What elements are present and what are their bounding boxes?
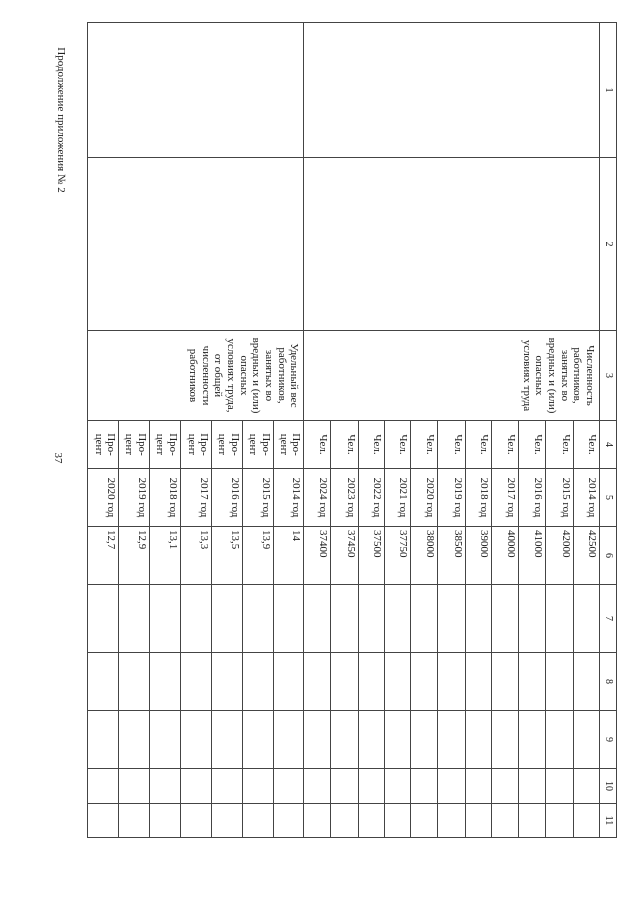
year-cell: 2017 год: [491, 469, 518, 527]
appendix-continuation-title: Продолжение приложения № 2: [55, 47, 67, 193]
col-number: 9: [599, 711, 616, 769]
col11-cell: [384, 804, 410, 838]
col7-cell: [519, 585, 546, 653]
year-cell: 2015 год: [242, 469, 273, 527]
col-number: 2: [599, 158, 616, 331]
col-number: 3: [599, 331, 616, 421]
table-row: [573, 23, 599, 838]
col7-cell: [573, 585, 599, 653]
col9-cell: [304, 711, 331, 769]
col10-cell: [181, 769, 212, 804]
unit-cell: Чел.: [411, 421, 438, 469]
table-row: [273, 23, 303, 838]
col9-cell: [331, 711, 358, 769]
col9-cell: [273, 711, 303, 769]
col1-cell: [88, 23, 304, 158]
col10-cell: [546, 769, 573, 804]
col7-cell: [149, 585, 180, 653]
col10-cell: [358, 769, 384, 804]
year-cell: 2023 год: [331, 469, 358, 527]
col9-cell: [491, 711, 518, 769]
table-body: [88, 23, 617, 838]
col9-cell: [465, 711, 491, 769]
col11-cell: [149, 804, 180, 838]
page-number: 37: [52, 452, 64, 464]
unit-cell: Про-цент: [88, 421, 119, 469]
unit-cell: Про-цент: [119, 421, 149, 469]
col8-cell: [273, 653, 303, 711]
col10-cell: [304, 769, 331, 804]
year-cell: 2014 год: [273, 469, 303, 527]
col10-cell: [573, 769, 599, 804]
share-block-indicator-text: Удельный вес работников, занятых во вредных и (или) опасных условиях труда, от общей численности работников: [187, 337, 301, 414]
col7-cell: [181, 585, 212, 653]
unit-cell: Чел.: [358, 421, 384, 469]
numbers-block-indicator-text: Численность работников, занятых во вредных и (или) опасных условиях труда: [520, 337, 596, 414]
col7-cell: [411, 585, 438, 653]
col9-cell: [411, 711, 438, 769]
col-number: 1: [599, 23, 616, 158]
unit-cell: Чел.: [465, 421, 491, 469]
col8-cell: [331, 653, 358, 711]
year-cell: 2022 год: [358, 469, 384, 527]
col7-cell: [242, 585, 273, 653]
col10-cell: [212, 769, 242, 804]
year-cell: 2024 год: [304, 469, 331, 527]
value-cell: 38500: [438, 527, 465, 585]
col9-cell: [149, 711, 180, 769]
value-cell: 38000: [411, 527, 438, 585]
col10-cell: [242, 769, 273, 804]
col7-cell: [331, 585, 358, 653]
col11-cell: [519, 804, 546, 838]
col8-cell: [242, 653, 273, 711]
col-number: 11: [599, 804, 616, 838]
col9-cell: [438, 711, 465, 769]
col11-cell: [242, 804, 273, 838]
unit-cell: Чел.: [573, 421, 599, 469]
col8-cell: [119, 653, 149, 711]
col11-cell: [465, 804, 491, 838]
data-table: [87, 22, 617, 838]
col9-cell: [212, 711, 242, 769]
year-cell: 2016 год: [212, 469, 242, 527]
col7-cell: [384, 585, 410, 653]
col11-cell: [212, 804, 242, 838]
year-cell: 2019 год: [119, 469, 149, 527]
col10-cell: [438, 769, 465, 804]
col11-cell: [331, 804, 358, 838]
col10-cell: [331, 769, 358, 804]
value-cell: 13,3: [181, 527, 212, 585]
unit-cell: Чел.: [384, 421, 410, 469]
col2-cell: [304, 158, 600, 331]
col7-cell: [273, 585, 303, 653]
col10-cell: [491, 769, 518, 804]
col8-cell: [465, 653, 491, 711]
unit-cell: Про-цент: [212, 421, 242, 469]
col11-cell: [546, 804, 573, 838]
col8-cell: [212, 653, 242, 711]
year-cell: 2017 год: [181, 469, 212, 527]
col10-cell: [88, 769, 119, 804]
value-cell: 37500: [358, 527, 384, 585]
col8-cell: [358, 653, 384, 711]
col2-cell: [88, 158, 304, 331]
col8-cell: [88, 653, 119, 711]
unit-cell: Чел.: [519, 421, 546, 469]
col7-cell: [546, 585, 573, 653]
indicator-name: [304, 331, 600, 421]
value-cell: 39000: [465, 527, 491, 585]
col10-cell: [411, 769, 438, 804]
col7-cell: [438, 585, 465, 653]
col11-cell: [358, 804, 384, 838]
year-cell: 2016 год: [519, 469, 546, 527]
col8-cell: [149, 653, 180, 711]
col7-cell: [119, 585, 149, 653]
unit-cell: Про-цент: [149, 421, 180, 469]
col8-cell: [546, 653, 573, 711]
value-cell: 41000: [519, 527, 546, 585]
indicator-name: [88, 331, 304, 421]
col9-cell: [546, 711, 573, 769]
value-cell: 12,9: [119, 527, 149, 585]
col9-cell: [573, 711, 599, 769]
col10-cell: [273, 769, 303, 804]
col10-cell: [119, 769, 149, 804]
col-number: 10: [599, 769, 616, 804]
value-cell: 40000: [491, 527, 518, 585]
col8-cell: [491, 653, 518, 711]
value-cell: 42500: [573, 527, 599, 585]
col8-cell: [519, 653, 546, 711]
value-cell: 13,1: [149, 527, 180, 585]
col9-cell: [242, 711, 273, 769]
value-cell: 42000: [546, 527, 573, 585]
col-number: 4: [599, 421, 616, 469]
col9-cell: [119, 711, 149, 769]
col-number: 6: [599, 527, 616, 585]
col9-cell: [519, 711, 546, 769]
rotated-table-area: [87, 22, 617, 837]
year-cell: 2015 год: [546, 469, 573, 527]
col8-cell: [181, 653, 212, 711]
col11-cell: [411, 804, 438, 838]
col11-cell: [88, 804, 119, 838]
col10-cell: [384, 769, 410, 804]
col-number: 8: [599, 653, 616, 711]
year-cell: 2020 год: [88, 469, 119, 527]
col7-cell: [304, 585, 331, 653]
col11-cell: [119, 804, 149, 838]
col7-cell: [212, 585, 242, 653]
col9-cell: [358, 711, 384, 769]
col-number: 5: [599, 469, 616, 527]
col8-cell: [384, 653, 410, 711]
unit-cell: Чел.: [438, 421, 465, 469]
year-cell: 2018 год: [149, 469, 180, 527]
col9-cell: [181, 711, 212, 769]
value-cell: 14: [273, 527, 303, 585]
col11-cell: [438, 804, 465, 838]
year-cell: 2018 год: [465, 469, 491, 527]
year-cell: 2020 год: [411, 469, 438, 527]
value-cell: 37450: [331, 527, 358, 585]
value-cell: 37750: [384, 527, 410, 585]
col7-cell: [88, 585, 119, 653]
col10-cell: [519, 769, 546, 804]
col7-cell: [491, 585, 518, 653]
col11-cell: [573, 804, 599, 838]
col7-cell: [465, 585, 491, 653]
col-number: 7: [599, 585, 616, 653]
col9-cell: [384, 711, 410, 769]
value-cell: 37400: [304, 527, 331, 585]
col8-cell: [411, 653, 438, 711]
col8-cell: [438, 653, 465, 711]
unit-cell: Чел.: [546, 421, 573, 469]
col7-cell: [358, 585, 384, 653]
unit-cell: Про-цент: [181, 421, 212, 469]
col8-cell: [304, 653, 331, 711]
unit-cell: Про-цент: [273, 421, 303, 469]
column-number-row: [599, 23, 616, 838]
value-cell: 12,7: [88, 527, 119, 585]
year-cell: 2014 год: [573, 469, 599, 527]
col1-cell: [304, 23, 600, 158]
col11-cell: [181, 804, 212, 838]
col10-cell: [149, 769, 180, 804]
unit-cell: Чел.: [491, 421, 518, 469]
year-cell: 2021 год: [384, 469, 410, 527]
unit-cell: Про-цент: [242, 421, 273, 469]
col11-cell: [273, 804, 303, 838]
col11-cell: [491, 804, 518, 838]
year-cell: 2019 год: [438, 469, 465, 527]
col9-cell: [88, 711, 119, 769]
unit-cell: Чел.: [331, 421, 358, 469]
unit-cell: Чел.: [304, 421, 331, 469]
col11-cell: [304, 804, 331, 838]
col8-cell: [573, 653, 599, 711]
value-cell: 13,9: [242, 527, 273, 585]
col10-cell: [465, 769, 491, 804]
value-cell: 13,5: [212, 527, 242, 585]
